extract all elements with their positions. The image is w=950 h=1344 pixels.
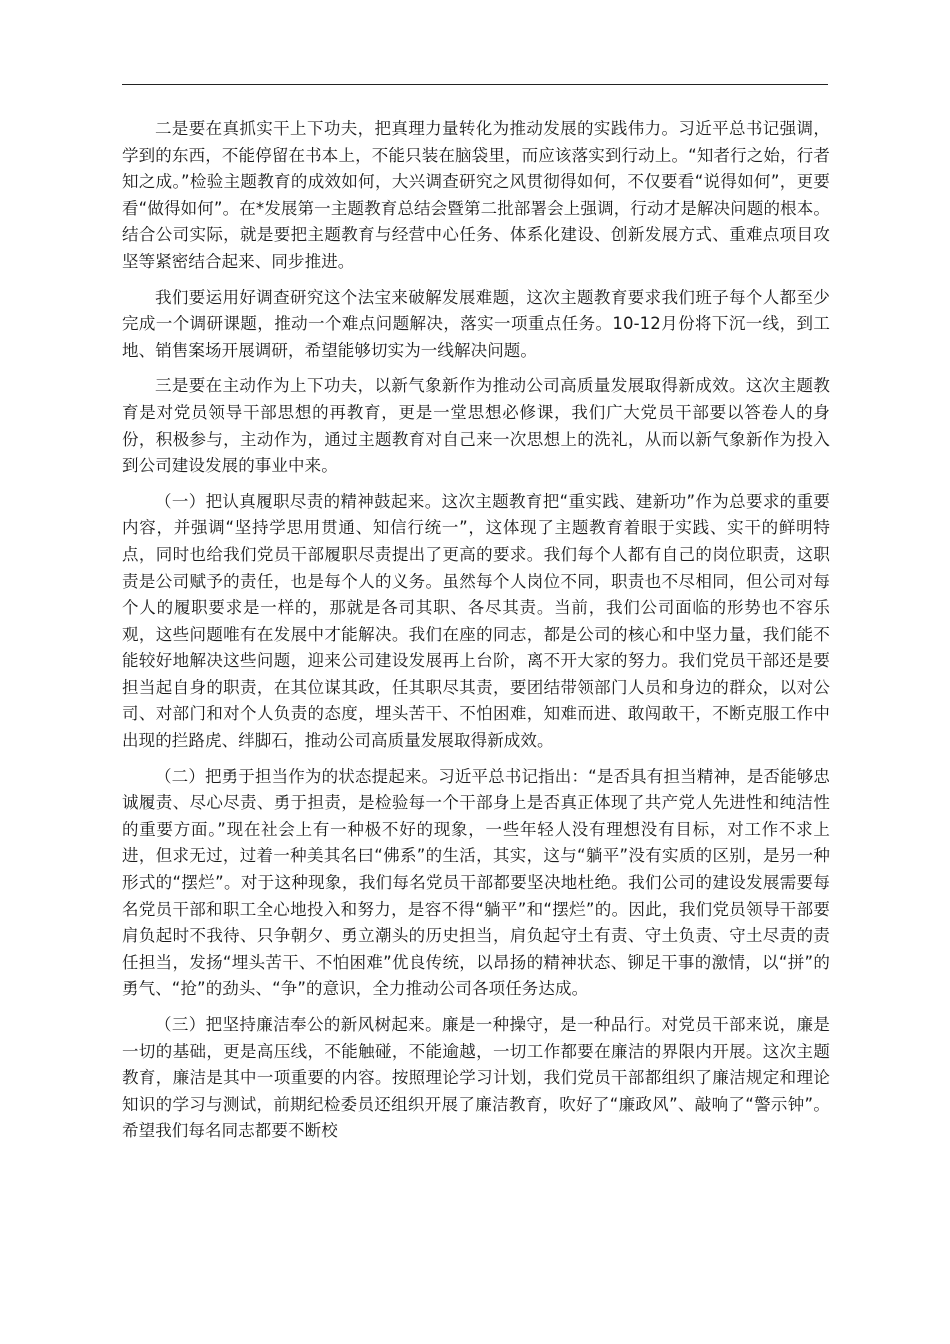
paragraph-1: 二是要在真抓实干上下功夫，把真理力量转化为推动发展的实践伟力。习近平总书记强调，学到的东西，不能停留在书本上，不能只装在脑袋里，而应该落实到行动上。“知者行之始，行者知之成。”检验主题教育的成效如何，大兴调查研究之风贯彻得如何，不仅要看“说得如何”，更要看“做得如何”。在*发展第一主题教育总结会暨第二批部署会上强调，行动才是解决问题的根本。结合公司实际，就是要把主题教育与经营中心任务、体系化建设、创新发展方式、重难点项目攻坚等紧密结合起来、同步推进。 (122, 119, 830, 271)
paragraph-6: （三）把坚持廉洁奉公的新风树起来。廉是一种操守，是一种品行。对党员干部来说，廉是一切的基础，更是高压线，不能触碰，不能逾越，一切工作都要在廉洁的界限内开展。这次主题教育，廉洁是其中一项重要的内容。按照理论学习计划，我们党员干部都组织了廉洁规定和理论知识的学习与测试，前期纪检委员还组织开展了廉洁教育，吹好了“廉政风”、敲响了“警示钟”。希望我们每名同志都要不断校 (122, 1015, 830, 1141)
document-body (122, 116, 830, 1154)
header-rule (122, 84, 828, 85)
paragraph-2: 我们要运用好调查研究这个法宝来破解发展难题，这次主题教育要求我们班子每个人都至少完成一个调研课题，推动一个难点问题解决，落实一项重点任务。10-12月份将下沉一线，到工地、销售案场开展调研，希望能够切实为一线解决问题。 (122, 287, 830, 360)
paragraph-4: （一）把认真履职尽责的精神鼓起来。这次主题教育把“重实践、建新功”作为总要求的重要内容，并强调“坚持学思用贯通、知信行统一”，这体现了主题教育着眼于实践、实干的鲜明特点，同时也给我们党员干部履职尽责提出了更高的要求。我们每个人都有自己的岗位职责，这职责是公司赋予的责任，也是每个人的义务。虽然每个人岗位不同，职责也不尽相同，但公司对每个人的履职要求是一样的，那就是各司其职、各尽其责。当前，我们公司面临的形势也不容乐观，这些问题唯有在发展中才能解决。我们在座的同志，都是公司的核心和中坚力量，我们能不能较好地解决这些问题，迎来公司建设发展再上台阶，离不开大家的努力。我们党员干部还是要担当起自身的职责，在其位谋其政，任其职尽其责，要团结带领部门人员和身边的群众，以对公司、对部门和对个人负责的态度，埋头苦干、不怕困难，知难而进、敢闯敢干，不断克服工作中出现的拦路虎、绊脚石，推动公司高质量发展取得新成效。 (122, 491, 830, 751)
paragraph-3: 三是要在主动作为上下功夫，以新气象新作为推动公司高质量发展取得新成效。这次主题教育是对党员领导干部思想的再教育，更是一堂思想必修课，我们广大党员干部要以答卷人的身份，积极参与，主动作为，通过主题教育对自己来一次思想上的洗礼，从而以新气象新作为投入到公司建设发展的事业中来。 (122, 376, 830, 476)
paragraph-5: （二）把勇于担当作为的状态提起来。习近平总书记指出：“是否具有担当精神，是否能够忠诚履责、尽心尽责、勇于担责，是检验每一个干部身上是否真正体现了共产党人先进性和纯洁性的重要方面。”现在社会上有一种极不好的现象，一些年轻人没有理想没有目标，对工作不求上进，但求无过，过着一种美其名曰“佛系”的生活，其实，这与“躺平”没有实质的区别，是另一种形式的“摆烂”。对于这种现象，我们每名党员干部都要坚决地杜绝。我们公司的建设发展需要每名党员干部和职工全心地投入和努力，是容不得“躺平”和“摆烂”的。因此，我们党员领导干部要肩负起时不我待、只争朝夕、勇立潮头的历史担当，肩负起守土有责、守土负责、守土尽责的责任担当，发扬“埋头苦干、不怕困难”优良传统，以昂扬的精神状态、铆足干事的激情，以“拼”的勇气、“抢”的劲头、“争”的意识，全力推动公司各项任务达成。 (122, 766, 830, 999)
